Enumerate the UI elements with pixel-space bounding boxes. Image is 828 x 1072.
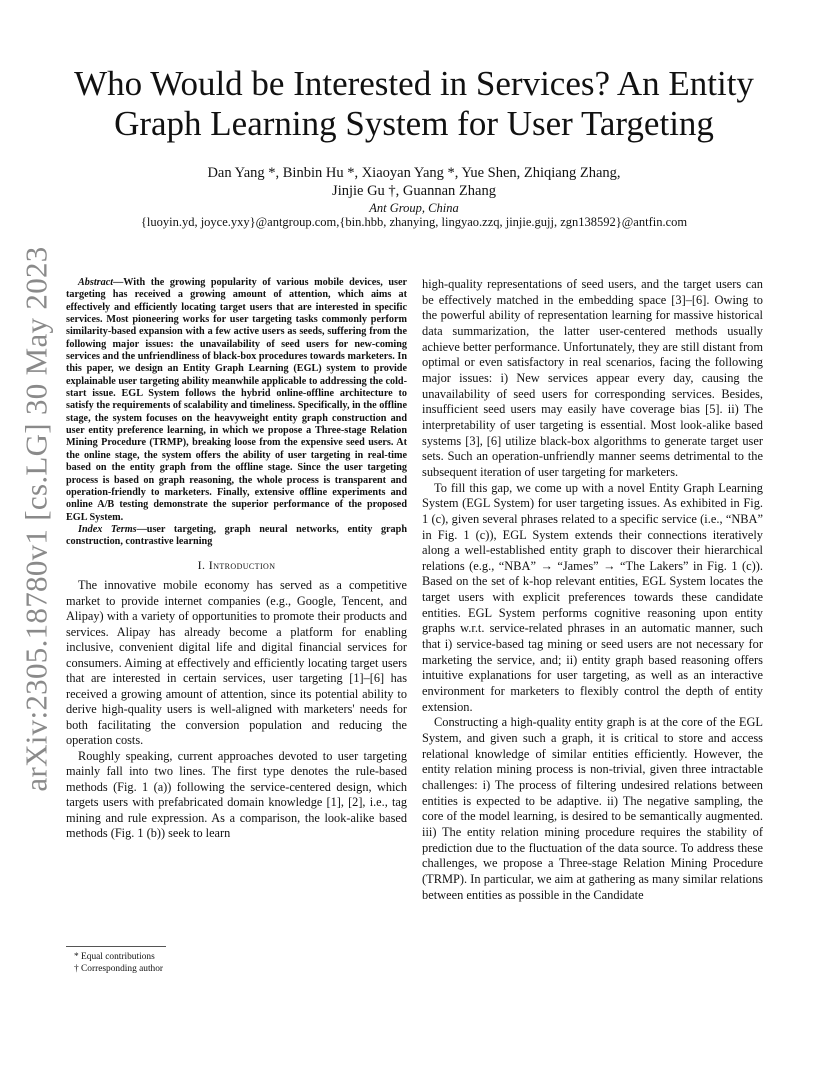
intro-paragraph-1: The innovative mobile economy has served as a competitive market to provide internet companies (e.g., Google, Tencent, and Alipay) with a variety of opportunities to promote their products and services. Alipay has already become a platform for enabling inclusive, convenient digital life and digital financial services for consumers. Aiming at effectively and efficiently locating target users that are interested in certain services, user targeting [1]–[6] has received a growing amount of attention, since its potential ability to derive high-quality users is well-aligned with marketers' needs for both facilitating the conversion population and reducing the operation costs. bbox=[66, 578, 407, 748]
authors-line-1: Dan Yang *, Binbin Hu *, Xiaoyan Yang *, Yue Shen, Zhiqiang Zhang, bbox=[207, 165, 621, 181]
author-list bbox=[60, 164, 768, 200]
author-emails: {luoyin.yd, joyce.yxy}@antgroup.com,{bin.hbb, zhanying, lingyao.zzq, jinjie.gujj, zgn138592}@antfin.com bbox=[140, 215, 688, 229]
affiliation: Ant Group, China bbox=[369, 201, 459, 215]
section-heading-introduction: I. Introduction bbox=[197, 557, 276, 572]
intro-paragraph-4: To fill this gap, we come up with a novel Entity Graph Learning System (EGL System) for user targeting issues. As exhibited in Fig. 1 (c), given several phrases related to a specific service (i.e., “NBA” in Fig. 1 (c)), EGL System extends their connections iteratively along a well-established entity graph to discover their hierarchical relations (e.g., “NBA” → “James” → “The Lakers” in Fig. 1 (c)). Based on the set of k-hop relevant entities, EGL System locates the target users with explicit preferences towards these candidate entities. EGL System performs cognitive reasoning upon entity graphs w.r.t. service-related phrases in an automatic manner, such that i) service-based tag mining or seed users are not necessary for marketing the service, and; ii) entity graph based reasoning offers intuitive explanations for user targeting, as well as an interactive environment for marketers to flexibly control the depth of entity extension. bbox=[422, 480, 763, 714]
index-terms bbox=[66, 524, 407, 549]
footnote-rule bbox=[66, 946, 166, 947]
abstract-label: Abstract bbox=[78, 277, 114, 288]
arxiv-identifier bbox=[8, 245, 66, 792]
paper-title: Who Would be Interested in Services? An Entity Graph Learning System for User Targeting bbox=[74, 64, 754, 143]
arxiv-identifier-text: arXiv:2305.18780v1 [cs.LG] 30 May 2023 bbox=[19, 245, 54, 792]
footnote-equal-contribution: * Equal contributions bbox=[74, 952, 155, 962]
index-terms-text: —user targeting, graph neural networks, entity graph construction, contrastive learning bbox=[66, 523, 407, 548]
abstract bbox=[66, 277, 407, 524]
intro-paragraph-3: high-quality representations of seed users, and the target users can be effectively matched in the embedding space [3]–[6]. Owing to the powerful ability of representation learning for massive historical data summarization, the latter user-centered methods usually achieve better performance. Unfortunately, they are still distant from optimal or even satisfactory in real scenarios, facing the following major issues: i) New services appear every day, causing the unavailability of seed users for corresponding services. Besides, insufficient seed users may easily have coverage bias [5]. ii) The interpretability of user targeting is essential. Most look-alike based systems [3], [6] utilize black-box algorithms to generate target user sets. Such an operation-unfriendly manner seems detrimental to the subsequent iteration of user targeting for marketers. bbox=[422, 277, 763, 479]
footnote-corresponding-author: † Corresponding author bbox=[74, 964, 164, 974]
intro-paragraph-2: Roughly speaking, current approaches devoted to user targeting mainly fall into two lines. The first type denotes the rule-based methods (Fig. 1 (a)) following the service-centered design, which targets users with prefabricated domain knowledge [1], [2], i.e., tag mining and rule expression. As a comparison, the look-alike based methods (Fig. 1 (b)) seek to learn bbox=[66, 748, 407, 841]
right-column bbox=[422, 277, 763, 903]
authors-line-2: Jinjie Gu †, Guannan Zhang bbox=[332, 183, 496, 199]
index-terms-label: Index Terms bbox=[78, 523, 137, 535]
intro-paragraph-5: Constructing a high-quality entity graph is at the core of the EGL System, and given such a graph, it is critical to store and access relational knowledge of similar entities efficiently. However, the entity relation mining process is non-trivial, given three intractable challenges: i) The process of filtering undesired relations between entities is expected to be adaptive. ii) The negative sampling, the core of the model learning, is desired to be semantically augmented. iii) The entity relation mining procedure requires the stability of prediction due to the fluctuation of the data source. To address these challenges, we propose a Three-stage Relation Mining Procedure (TRMP). In particular, we aim at gathering as many similar relations between entities as possible in the Candidate bbox=[422, 715, 763, 902]
abstract-text: —With the growing popularity of various mobile devices, user targeting has received a growing amount of attention, which aims at effectively and efficiently locating target users that are interested in specific services. Most pioneering works for user targeting tasks commonly perform similarity-based expansion with a few active users as seeds, suffering from the following major issues: the unavailability of seed users for new-coming services and the unfriendliness of black-box procedures towards marketers. In this paper, we design an Entity Graph Learning (EGL) system to provide explainable user targeting ability meanwhile applicable to addressing the cold-start issue. EGL System follows the hybrid online-offline architecture to satisfy the requirements of scalability and timeliness. Specifically, in the offline stage, the system focuses on the heavyweight entity graph construction and user entity preference learning, in which we propose a Three-stage Relation Mining Procedure (TRMP), breaking loose from the expensive seed users. At the online stage, the system offers the ability of user targeting in real-time based on the entity graph from the offline stage. Since the user targeting process is based on graph reasoning, the whole process is transparent and operation-friendly to marketers. Finally, extensive offline experiments and online A/B testing demonstrate the superior performance of the proposed EGL System. bbox=[66, 277, 407, 523]
footnotes bbox=[66, 946, 407, 975]
left-column bbox=[66, 277, 407, 842]
